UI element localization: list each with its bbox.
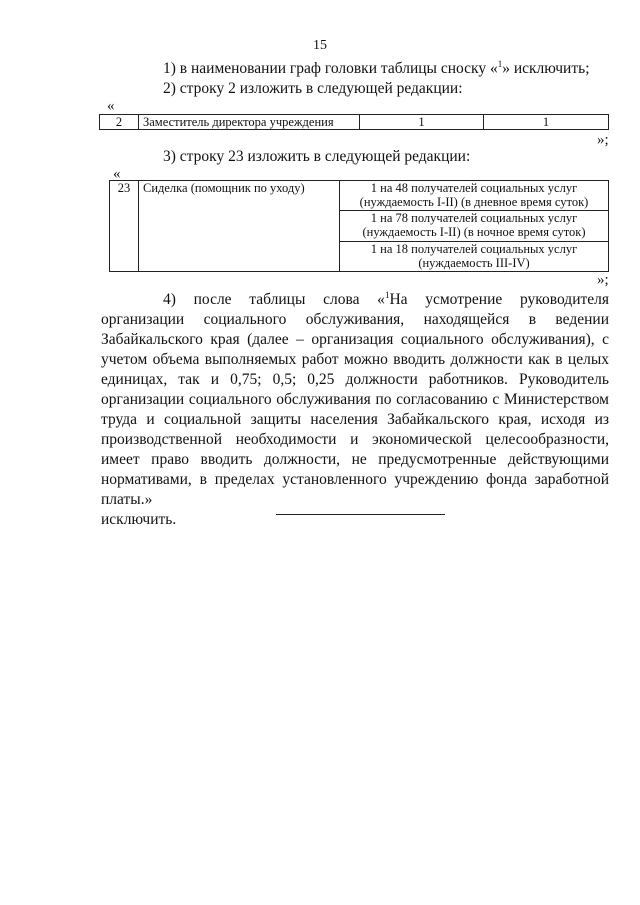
item-4-text: На усмотрение руководителя организации социального обслуживания, находящейся в ведении Забайкальского края (далее – организация социального обслуживания), с учетом объема выполняемых работ можно вводить должности как в целых единицах, так и 0,75; 0,5; 0,25 должности работников. Руководитель организации социального обслуживания по согласованию с Министерством труда и социальной защиты населения Забайкальского края, исходя из производственной необходимости и экономической целесообразности, имеет право вводить должности, не предусмотренные действующими нормативами, в пределах установленного учреждению фонда заработной платы.» — [101, 291, 610, 508]
signature-line — [276, 514, 445, 515]
norm-1-line-1: 1 на 48 получателей социальных услуг — [370, 181, 578, 195]
item-1-prefix: 1) в наименовании граф головки таблицы сноску « — [163, 60, 498, 77]
table-row-2 — [99, 114, 609, 130]
cell-norm-1 — [340, 181, 609, 211]
page-number: 15 — [313, 38, 327, 53]
norm-2-line-1: 1 на 78 получателей социальных услуг — [370, 211, 578, 226]
item-1 — [163, 60, 590, 78]
cell-number: 23 — [110, 181, 139, 272]
item-4-paragraph — [101, 290, 609, 530]
item-2: 2) строку 2 изложить в следующей редакции: — [163, 80, 463, 97]
open-quote-1: « — [107, 98, 115, 114]
norm-1-line-2: (нуждаемость I-II) (в дневное время суток) — [359, 195, 589, 209]
close-quote-1: »; — [597, 132, 609, 148]
cell-value-2: 1 — [484, 115, 609, 130]
item-4-footnote-mark: 1 — [384, 290, 390, 300]
item-4-lead: 4) после таблицы слова « — [163, 291, 385, 308]
close-quote-2: »; — [597, 272, 609, 288]
item-1-footnote-mark: 1 — [497, 59, 503, 69]
item-1-suffix: » исключить; — [502, 60, 590, 77]
table-row — [110, 181, 609, 211]
cell-value-1: 1 — [360, 115, 484, 130]
cell-norm-3 — [340, 241, 609, 271]
cell-position: Заместитель директора учреждения — [139, 115, 360, 130]
open-quote-2: « — [113, 166, 121, 182]
cell-position: Сиделка (помощник по уходу) — [139, 181, 340, 272]
item-4-last: исключить. — [101, 511, 177, 528]
norm-2-line-2: (нуждаемость I-II) (в ночное время суток) — [362, 225, 586, 240]
cell-number: 2 — [100, 115, 139, 130]
item-3: 3) строку 23 изложить в следующей редакции: — [163, 148, 471, 165]
table-row — [100, 115, 609, 130]
table-row-23 — [109, 180, 609, 272]
norm-3-line-2: (нуждаемость III-IV) — [418, 255, 530, 270]
norm-3-line-1: 1 на 18 получателей социальных услуг — [370, 241, 578, 256]
cell-norm-2 — [340, 211, 609, 241]
